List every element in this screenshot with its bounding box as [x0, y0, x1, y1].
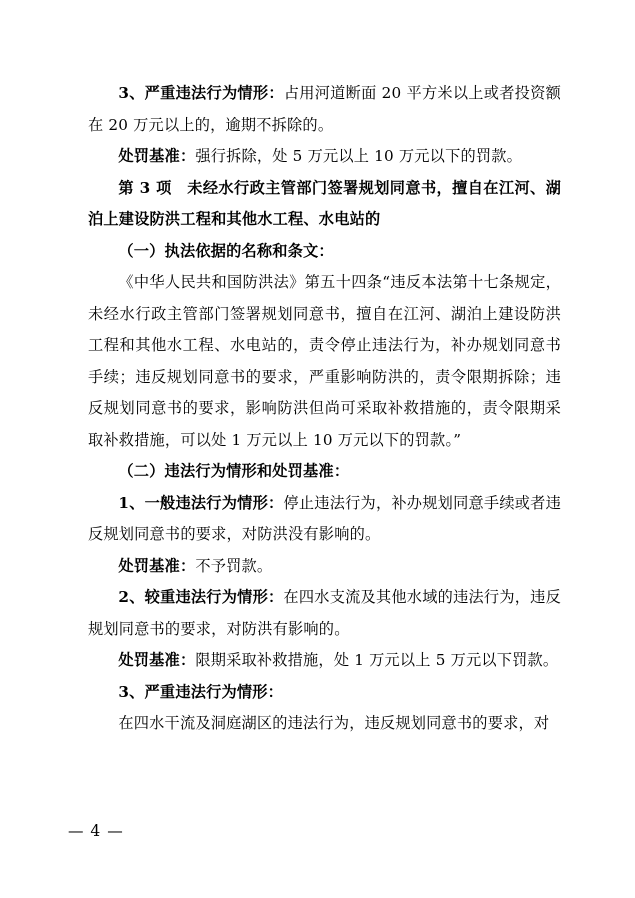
paragraph	[88, 551, 561, 583]
paragraph-text: 不予罚款。	[195, 556, 273, 575]
paragraph	[88, 141, 561, 173]
paragraph	[88, 267, 561, 456]
paragraph	[88, 78, 561, 141]
paragraph-label: 3、严重违法行为情形：	[118, 682, 284, 701]
paragraph	[88, 582, 561, 645]
paragraph-text: 强行拆除，处 5 万元以上 10 万元以下的罚款。	[195, 147, 523, 165]
paragraph-text: 限期采取补救措施，处 1 万元以上 5 万元以下罚款。	[195, 651, 559, 669]
paragraph-text: 《中华人民共和国防洪法》第五十四条“违反本法第十七条规定，未经水行政主管部门签署规划同意书，擅自在江河、湖泊上建设防洪工程和其他水工程、水电站的，责令停止违法行为，补办规划同意书手续；违反规划同意书的要求，严重影响防洪的，责令限期拆除；违反规划同意书的要求，影响防洪但尚可采取补救措施的，责令限期采取补救措施，可以处 1 万元以上 10 万元以下的罚款。”	[88, 273, 561, 449]
paragraph	[88, 708, 561, 740]
paragraph-label: 3、严重违法行为情形：	[118, 84, 284, 102]
paragraph-label: 处罚基准：	[118, 651, 196, 669]
paragraph-text: 停止违法行为，补办规划同意手续或者违反规划同意书的要求，对防洪没有影响的。	[88, 493, 561, 543]
paragraph	[88, 488, 561, 551]
paragraph	[88, 645, 561, 677]
paragraph-label: 2、较重违法行为情形：	[118, 588, 284, 606]
paragraph-text: 占用河道断面 20 平方米以上或者投资额在 20 万元以上的，逾期不拆除的。	[88, 84, 561, 134]
paragraph-label: （二）违法行为情形和处罚基准：	[118, 462, 350, 480]
page-number: — 4 —	[68, 822, 124, 840]
paragraph-label: 第 3 项 未经水行政主管部门签署规划同意书，擅自在江河、湖泊上建设防洪工程和其他水工程、水电站的	[88, 178, 561, 228]
paragraph-text: 在四水支流及其他水域的违法行为，违反规划同意书的要求，对防洪有影响的。	[88, 588, 561, 638]
paragraph-text: 在四水干流及洞庭湖区的违法行为，违反规划同意书的要求，对	[118, 714, 550, 732]
document-body	[88, 78, 561, 740]
paragraph-label: 处罚基准：	[118, 147, 196, 165]
paragraph-label: 1、一般违法行为情形：	[118, 493, 284, 512]
paragraph	[88, 456, 561, 488]
paragraph	[88, 236, 561, 268]
paragraph	[88, 173, 561, 236]
paragraph-label: 处罚基准：	[118, 556, 196, 575]
paragraph	[88, 677, 561, 709]
paragraph-label: （一）执法依据的名称和条文：	[118, 241, 334, 260]
